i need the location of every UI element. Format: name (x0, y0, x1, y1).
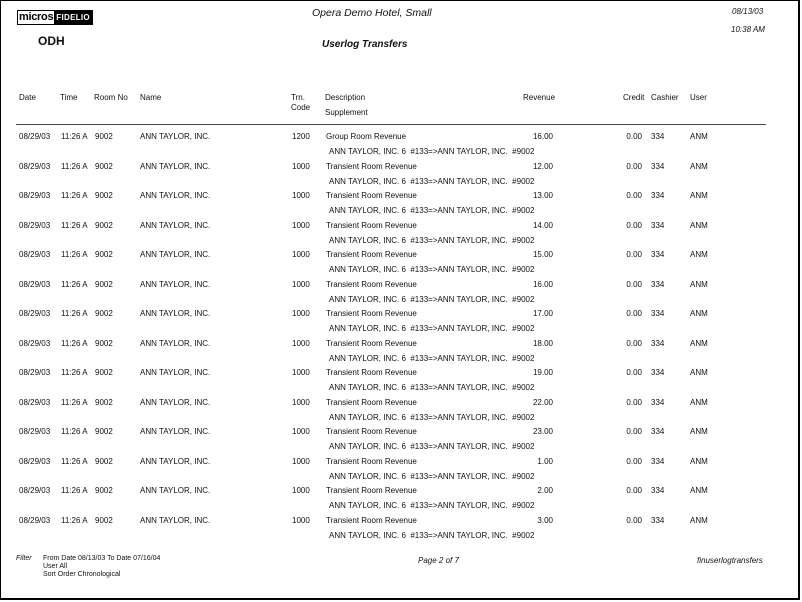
cell-supplement: ANN TAYLOR, INC. 6 #133=>ANN TAYLOR, INC. #9002 (329, 501, 535, 510)
cell-date: 08/29/03 (19, 132, 51, 141)
cell-date: 08/29/03 (19, 456, 51, 466)
cell-user: ANM (690, 486, 708, 495)
cell-time: 11:26 A (61, 397, 88, 407)
cell-room-no: 9002 (95, 220, 113, 230)
micros-fidelio-logo (17, 10, 93, 25)
cell-name: ANN TAYLOR, INC. (140, 220, 211, 230)
col-header-name: Name (140, 93, 162, 102)
cell-description: Transient Room Revenue (326, 427, 417, 436)
cell-revenue: 16.00 (532, 132, 553, 141)
cell-room-no: 9002 (95, 397, 113, 407)
cell-cashier: 334 (651, 191, 665, 200)
cell-date: 08/29/03 (19, 368, 51, 377)
cell-room-no: 9002 (95, 309, 113, 318)
col-header-description: Description (325, 93, 366, 102)
cell-credit: 0.00 (626, 456, 642, 466)
filter-user: User All (43, 563, 68, 570)
page-number: Page 2 of 7 (418, 556, 459, 565)
cell-date: 08/29/03 (19, 486, 51, 495)
cell-name: ANN TAYLOR, INC. (140, 191, 211, 200)
cell-trn-code: 1000 (292, 368, 310, 377)
cell-revenue: 23.00 (532, 427, 553, 436)
cell-revenue: 3.00 (537, 515, 553, 525)
cell-description: Group Room Revenue (326, 132, 407, 141)
cell-credit: 0.00 (626, 427, 642, 436)
cell-room-no: 9002 (95, 486, 113, 495)
cell-description: Transient Room Revenue (326, 220, 417, 230)
cell-name: ANN TAYLOR, INC. (140, 486, 211, 495)
cell-trn-code: 1000 (292, 427, 310, 436)
cell-name: ANN TAYLOR, INC. (140, 161, 211, 171)
cell-description: Transient Room Revenue (326, 279, 417, 289)
filter-label: Filter (16, 555, 32, 562)
cell-credit: 0.00 (626, 515, 642, 525)
cell-trn-code: 1000 (292, 486, 310, 495)
cell-revenue: 16.00 (532, 279, 553, 289)
cell-time: 11:26 A (61, 250, 88, 259)
cell-time: 11:26 A (61, 132, 88, 141)
cell-credit: 0.00 (626, 132, 642, 141)
cell-room-no: 9002 (95, 515, 113, 525)
cell-revenue: 22.00 (532, 397, 553, 407)
cell-name: ANN TAYLOR, INC. (140, 515, 211, 525)
cell-revenue: 18.00 (532, 338, 553, 348)
cell-cashier: 334 (651, 220, 665, 230)
cell-time: 11:26 A (61, 456, 88, 466)
cell-cashier: 334 (651, 515, 665, 525)
cell-date: 08/29/03 (19, 397, 51, 407)
cell-time: 11:26 A (61, 427, 88, 436)
cell-trn-code: 1000 (292, 456, 310, 466)
cell-trn-code: 1000 (292, 279, 310, 289)
cell-cashier: 334 (651, 279, 665, 289)
print-date: 08/13/03 (732, 7, 764, 16)
cell-credit: 0.00 (626, 338, 642, 348)
cell-room-no: 9002 (95, 279, 113, 289)
cell-name: ANN TAYLOR, INC. (140, 132, 211, 141)
col-header-credit: Credit (623, 93, 645, 102)
cell-description: Transient Room Revenue (326, 368, 417, 377)
cell-user: ANM (690, 132, 708, 141)
cell-user: ANM (690, 515, 708, 525)
cell-room-no: 9002 (95, 132, 113, 141)
cell-supplement: ANN TAYLOR, INC. 6 #133=>ANN TAYLOR, INC. #9002 (329, 176, 535, 186)
cell-description: Transient Room Revenue (326, 486, 417, 495)
cell-cashier: 334 (651, 161, 665, 171)
cell-date: 08/29/03 (19, 161, 51, 171)
cell-supplement: ANN TAYLOR, INC. 6 #133=>ANN TAYLOR, INC. #9002 (329, 147, 535, 156)
cell-user: ANM (690, 220, 708, 230)
cell-name: ANN TAYLOR, INC. (140, 368, 211, 377)
cell-time: 11:26 A (61, 515, 88, 525)
cell-supplement: ANN TAYLOR, INC. 6 #133=>ANN TAYLOR, INC. #9002 (329, 471, 535, 481)
cell-date: 08/29/03 (19, 309, 51, 318)
col-header-revenue: Revenue (523, 93, 556, 102)
cell-name: ANN TAYLOR, INC. (140, 279, 211, 289)
cell-time: 11:26 A (61, 161, 88, 171)
cell-cashier: 334 (651, 250, 665, 259)
cell-credit: 0.00 (626, 220, 642, 230)
cell-room-no: 9002 (95, 191, 113, 200)
cell-revenue: 19.00 (532, 368, 553, 377)
cell-room-no: 9002 (95, 250, 113, 259)
cell-user: ANM (690, 250, 708, 259)
hotel-name: Opera Demo Hotel, Small (312, 7, 432, 19)
col-header-cashier: Cashier (651, 93, 679, 102)
cell-supplement: ANN TAYLOR, INC. 6 #133=>ANN TAYLOR, INC. #9002 (329, 530, 535, 540)
report-file-name: finuserlogtransfers (697, 556, 763, 565)
cell-cashier: 334 (651, 397, 665, 407)
cell-credit: 0.00 (626, 250, 642, 259)
cell-name: ANN TAYLOR, INC. (140, 309, 211, 318)
cell-description: Transient Room Revenue (326, 456, 417, 466)
cell-supplement: ANN TAYLOR, INC. 6 #133=>ANN TAYLOR, INC. #9002 (329, 235, 535, 245)
cell-credit: 0.00 (626, 161, 642, 171)
cell-room-no: 9002 (95, 161, 113, 171)
col-header-time: Time (60, 93, 78, 102)
filter-date-range: From Date 08/13/03 To Date 07/16/04 (43, 555, 161, 562)
cell-cashier: 334 (651, 456, 665, 466)
cell-trn-code: 1000 (292, 161, 310, 171)
property-code: ODH (38, 34, 65, 48)
cell-supplement: ANN TAYLOR, INC. 6 #133=>ANN TAYLOR, INC. #9002 (329, 383, 535, 392)
cell-user: ANM (690, 397, 708, 407)
cell-name: ANN TAYLOR, INC. (140, 427, 211, 436)
cell-supplement: ANN TAYLOR, INC. 6 #133=>ANN TAYLOR, INC. #9002 (329, 206, 535, 215)
cell-trn-code: 1200 (292, 132, 310, 141)
cell-user: ANM (690, 427, 708, 436)
cell-trn-code: 1000 (292, 338, 310, 348)
col-header-trn: Trn. (291, 93, 305, 102)
cell-description: Transient Room Revenue (326, 515, 417, 525)
cell-name: ANN TAYLOR, INC. (140, 250, 211, 259)
cell-cashier: 334 (651, 132, 665, 141)
cell-trn-code: 1000 (292, 515, 310, 525)
cell-time: 11:26 A (61, 279, 88, 289)
cell-date: 08/29/03 (19, 191, 51, 200)
cell-cashier: 334 (651, 486, 665, 495)
cell-supplement: ANN TAYLOR, INC. 6 #133=>ANN TAYLOR, INC. #9002 (329, 294, 535, 304)
cell-name: ANN TAYLOR, INC. (140, 397, 211, 407)
cell-user: ANM (690, 191, 708, 200)
cell-user: ANM (690, 368, 708, 377)
cell-revenue: 2.00 (537, 486, 553, 495)
cell-credit: 0.00 (626, 486, 642, 495)
cell-trn-code: 1000 (292, 309, 310, 318)
cell-time: 11:26 A (61, 338, 88, 348)
cell-time: 11:26 A (61, 309, 88, 318)
cell-room-no: 9002 (95, 338, 113, 348)
cell-room-no: 9002 (95, 427, 113, 436)
cell-credit: 0.00 (626, 309, 642, 318)
cell-supplement: ANN TAYLOR, INC. 6 #133=>ANN TAYLOR, INC. #9002 (329, 412, 535, 422)
cell-supplement: ANN TAYLOR, INC. 6 #133=>ANN TAYLOR, INC. #9002 (329, 442, 535, 451)
cell-revenue: 17.00 (532, 309, 553, 318)
cell-user: ANM (690, 161, 708, 171)
col-header-supplement: Supplement (325, 108, 368, 117)
cell-description: Transient Room Revenue (326, 397, 417, 407)
cell-supplement: ANN TAYLOR, INC. 6 #133=>ANN TAYLOR, INC. #9002 (329, 265, 535, 274)
cell-description: Transient Room Revenue (326, 309, 417, 318)
cell-date: 08/29/03 (19, 338, 51, 348)
cell-credit: 0.00 (626, 191, 642, 200)
cell-user: ANM (690, 309, 708, 318)
cell-room-no: 9002 (95, 456, 113, 466)
cell-date: 08/29/03 (19, 427, 51, 436)
cell-cashier: 334 (651, 338, 665, 348)
cell-description: Transient Room Revenue (326, 191, 417, 200)
cell-revenue: 12.00 (532, 161, 553, 171)
print-time: 10:38 AM (731, 25, 765, 34)
cell-credit: 0.00 (626, 397, 642, 407)
cell-user: ANM (690, 456, 708, 466)
cell-revenue: 15.00 (532, 250, 553, 259)
cell-time: 11:26 A (61, 368, 88, 377)
cell-user: ANM (690, 279, 708, 289)
col-header-date: Date (19, 93, 36, 102)
cell-description: Transient Room Revenue (326, 250, 417, 259)
cell-revenue: 13.00 (532, 191, 553, 200)
cell-room-no: 9002 (95, 368, 113, 377)
cell-supplement: ANN TAYLOR, INC. 6 #133=>ANN TAYLOR, INC. #9002 (329, 353, 535, 363)
cell-description: Transient Room Revenue (326, 338, 417, 348)
cell-trn-code: 1000 (292, 191, 310, 200)
cell-revenue: 1.00 (537, 456, 553, 466)
cell-name: ANN TAYLOR, INC. (140, 456, 211, 466)
logo-micros: micros (19, 11, 54, 23)
cell-credit: 0.00 (626, 279, 642, 289)
cell-time: 11:26 A (61, 220, 88, 230)
cell-name: ANN TAYLOR, INC. (140, 338, 211, 348)
cell-cashier: 334 (651, 368, 665, 377)
cell-trn-code: 1000 (292, 397, 310, 407)
cell-time: 11:26 A (61, 191, 88, 200)
cell-date: 08/29/03 (19, 250, 51, 259)
col-header-user: User (690, 93, 707, 102)
filter-sort-order: Sort Order Chronological (43, 571, 121, 578)
cell-cashier: 334 (651, 427, 665, 436)
cell-date: 08/29/03 (19, 220, 51, 230)
cell-date: 08/29/03 (19, 515, 51, 525)
cell-revenue: 14.00 (532, 220, 553, 230)
cell-cashier: 334 (651, 309, 665, 318)
cell-description: Transient Room Revenue (326, 161, 417, 171)
cell-user: ANM (690, 338, 708, 348)
cell-trn-code: 1000 (292, 250, 310, 259)
cell-trn-code: 1000 (292, 220, 310, 230)
cell-date: 08/29/03 (19, 279, 51, 289)
cell-supplement: ANN TAYLOR, INC. 6 #133=>ANN TAYLOR, INC. #9002 (329, 324, 535, 333)
col-header-room-no: Room No (94, 93, 128, 102)
report-title: Userlog Transfers (322, 39, 408, 50)
col-header-code: Code (291, 103, 311, 112)
logo-fidelio: FIDELIO (56, 13, 90, 22)
cell-time: 11:26 A (61, 486, 88, 495)
cell-credit: 0.00 (626, 368, 642, 377)
header-divider (16, 124, 766, 125)
